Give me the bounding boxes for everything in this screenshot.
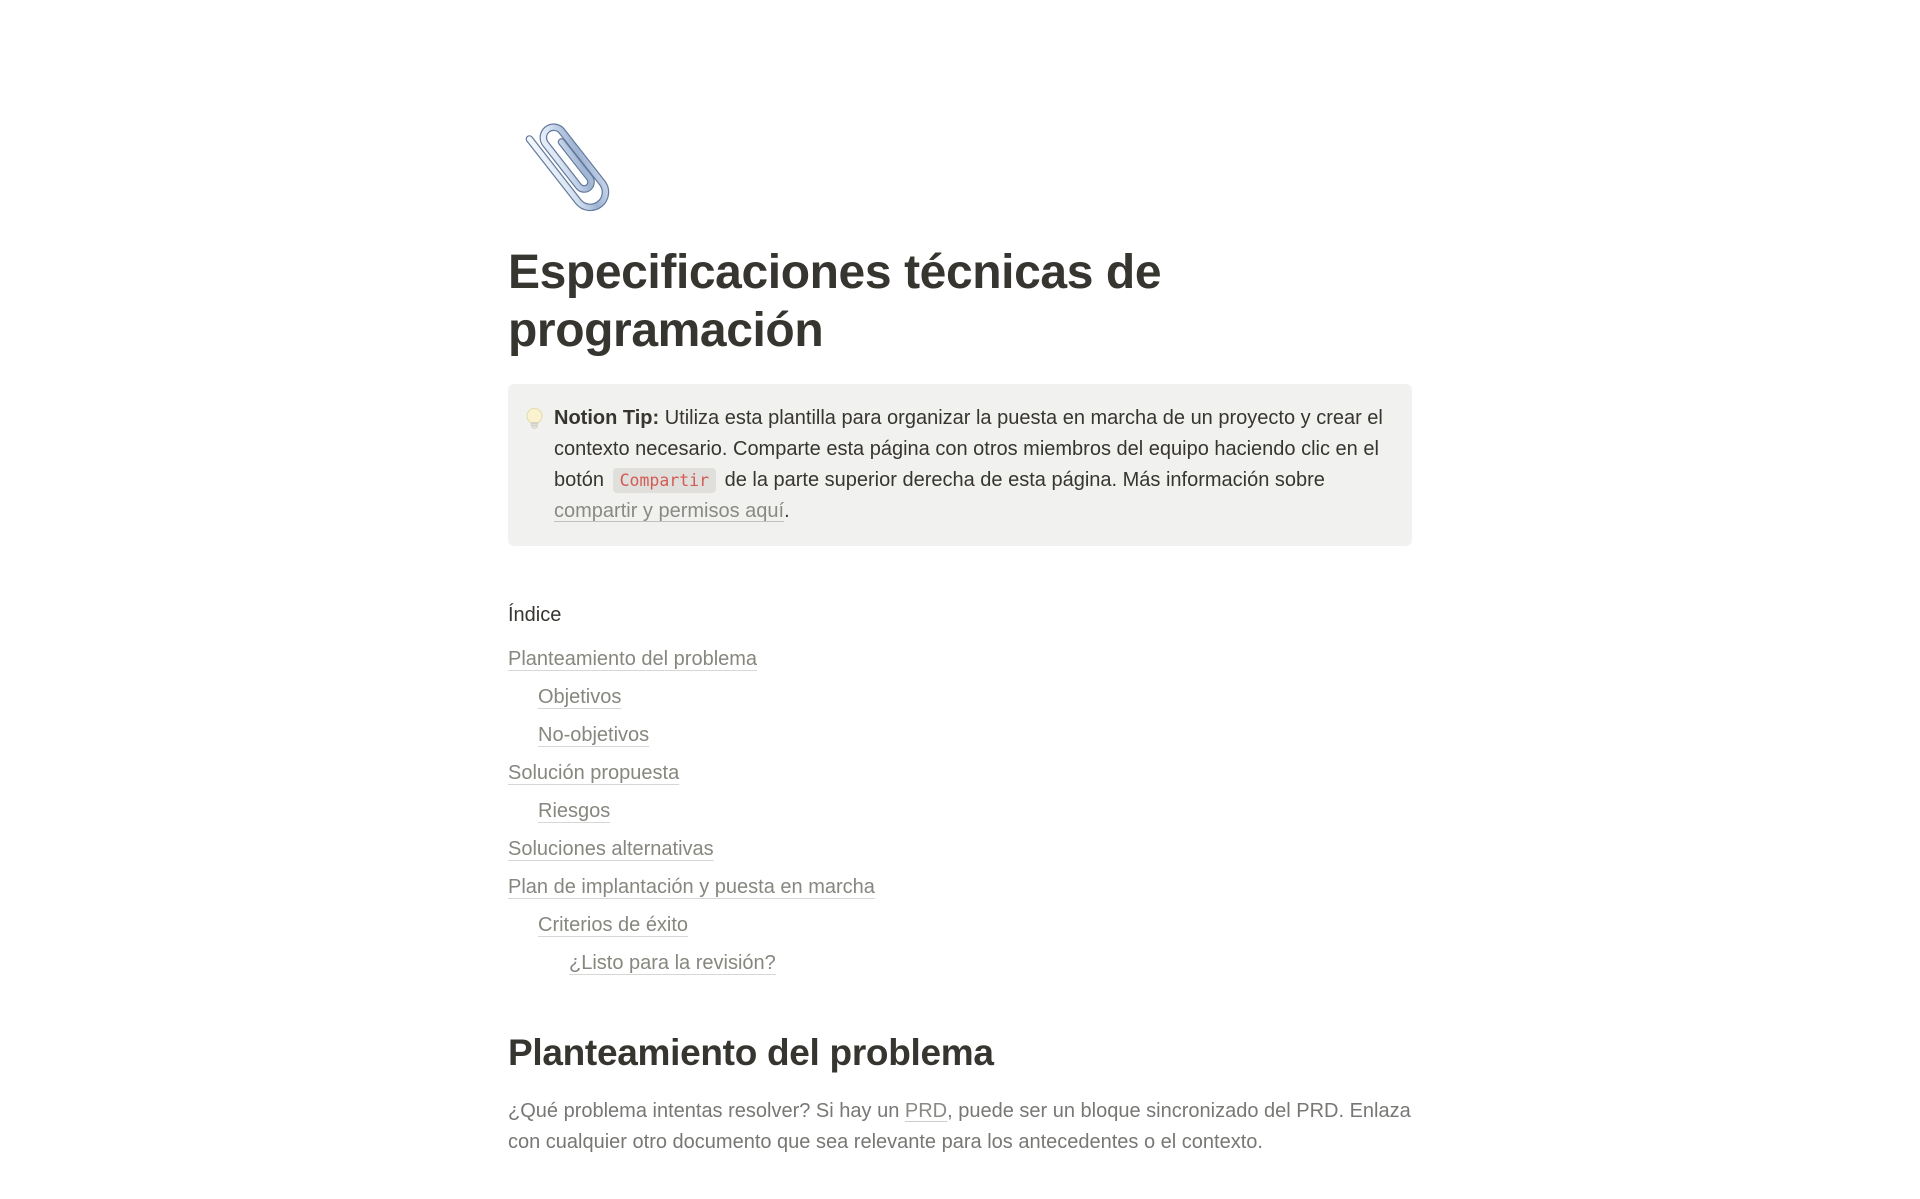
sharing-permissions-link[interactable]: compartir y permisos aquí: [554, 500, 785, 523]
toc-link[interactable]: Riesgos: [538, 800, 611, 823]
toc-link[interactable]: Planteamiento del problema: [508, 648, 758, 671]
toc-link[interactable]: Soluciones alternativas: [508, 838, 714, 861]
paragraph-text-segment: , puede ser un bloque sincronizado del PRD. Enlaza con cualquier otro documento que sea relevante para los antecedentes o el contexto.: [508, 1100, 1411, 1154]
callout-text-segment: de la parte superior derecha de esta página. Más información sobre: [719, 469, 1325, 492]
toc-item[interactable]: [508, 910, 1412, 940]
toc-item[interactable]: [508, 796, 1412, 826]
toc-link[interactable]: Solución propuesta: [508, 762, 680, 785]
paragraph-text-segment: ¿Qué problema intentas resolver? Si hay un: [508, 1100, 905, 1123]
compartir-code-chip: Compartir: [613, 468, 716, 493]
paperclip-icon[interactable]: [510, 106, 628, 224]
notion-page: [508, 0, 1412, 1158]
callout-text-segment: .: [784, 500, 790, 523]
callout-bold-label: Notion Tip:: [554, 407, 660, 430]
callout-text: [554, 403, 1390, 527]
toc-heading: Índice: [508, 604, 562, 627]
toc-link[interactable]: Objetivos: [538, 686, 622, 709]
table-of-contents: [508, 644, 1412, 978]
callout-text-segment: Utiliza esta plantilla para organizar la puesta en marcha de un proyecto y crear el contexto necesario. Comparte esta página con otros miembros del equipo haciendo clic en el botón: [554, 407, 1383, 492]
toc-link[interactable]: ¿Listo para la revisión?: [569, 952, 776, 975]
problem-statement-paragraph: [508, 1096, 1412, 1158]
toc-item[interactable]: [508, 872, 1412, 902]
toc-link[interactable]: Plan de implantación y puesta en marcha: [508, 876, 875, 899]
toc-item[interactable]: [508, 758, 1412, 788]
problem-statement-heading: Planteamiento del problema: [508, 1032, 994, 1074]
lightbulb-icon: [524, 403, 554, 441]
toc-item[interactable]: [508, 644, 1412, 674]
toc-item[interactable]: [508, 682, 1412, 712]
toc-item[interactable]: [508, 834, 1412, 864]
toc-link[interactable]: Criterios de éxito: [538, 914, 689, 937]
paperclip-icon-svg: [510, 106, 628, 224]
toc-item[interactable]: [508, 720, 1412, 750]
toc-link[interactable]: No-objetivos: [538, 724, 650, 747]
page-title: Especificaciones técnicas de programación: [508, 246, 1162, 358]
prd-link[interactable]: PRD: [904, 1100, 948, 1123]
toc-item[interactable]: [508, 948, 1412, 978]
notion-tip-callout: [508, 384, 1412, 546]
